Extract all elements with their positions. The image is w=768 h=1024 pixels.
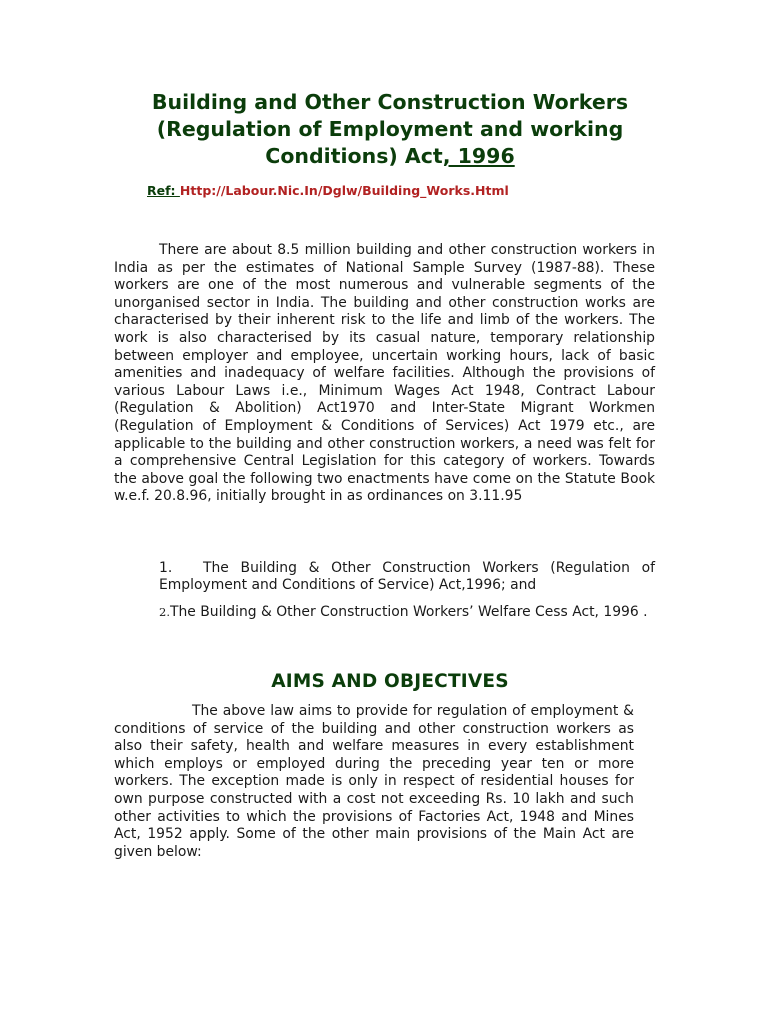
enactment-text: The Building & Other Construction Workers’ Welfare Cess Act, 1996 . xyxy=(169,604,648,620)
reference-line xyxy=(147,183,509,198)
intro-paragraph: There are about 8.5 million building and other construction workers in India as per the estimates of National Sample Survey (1987-88). These workers are one of the most numerous and vulnerable segments of the unorganised sector in India. The building and other construction works are characterised by their inherent risk to the life and limb of the workers. The work is also characterised by its casual nature, temporary relationship between employer and employee, uncertain working hours, lack of basic amenities and inadequacy of welfare facilities. Although the provisions of various Labour Laws i.e., Minimum Wages Act 1948, Contract Labour (Regulation & Abolition) Act1970 and Inter-State Migrant Workmen (Regulation of Employment & Conditions of Services) Act 1979 etc., are applicable to the building and other construction workers, a need was felt for a comprehensive Central Legislation for this category of workers. Towards the above goal the following two enactments have come on the Statute Book w.e.f. 20.8.96, initially brought in as ordinances on 3.11.95 xyxy=(114,242,655,505)
enactment-number: 2. xyxy=(159,605,170,619)
enactment-item-1 xyxy=(159,560,655,594)
enactment-text: The Building & Other Construction Workers (Regulation of Employment and Conditions of Service) Act,1996; and xyxy=(159,560,655,593)
aims-paragraph: The above law aims to provide for regulation of employment & conditions of service of the building and other construction workers as also their safety, health and welfare measures in every establishment which employs or employed during the preceding year ten or more workers. The exception made is only in respect of residential houses for own purpose constructed with a cost not exceeding Rs. 10 lakh and such other activities to which the provisions of Factories Act, 1948 and Mines Act, 1952 apply. Some of the other main provisions of the Main Act are given below: xyxy=(114,703,634,860)
document-title xyxy=(140,89,640,170)
aims-heading: AIMS AND OBJECTIVES xyxy=(271,671,509,692)
enactment-number: 1. xyxy=(159,560,173,576)
reference-link[interactable]: Http://Labour.Nic.In/Dglw/Building_Works.Html xyxy=(179,183,509,198)
enactment-item-2 xyxy=(159,604,655,621)
title-main-text: Building and Other Construction Workers (Regulation of Employment and working Conditions) Act xyxy=(151,90,629,168)
reference-label: Ref: xyxy=(147,183,180,198)
title-year: , 1996 xyxy=(442,144,515,168)
